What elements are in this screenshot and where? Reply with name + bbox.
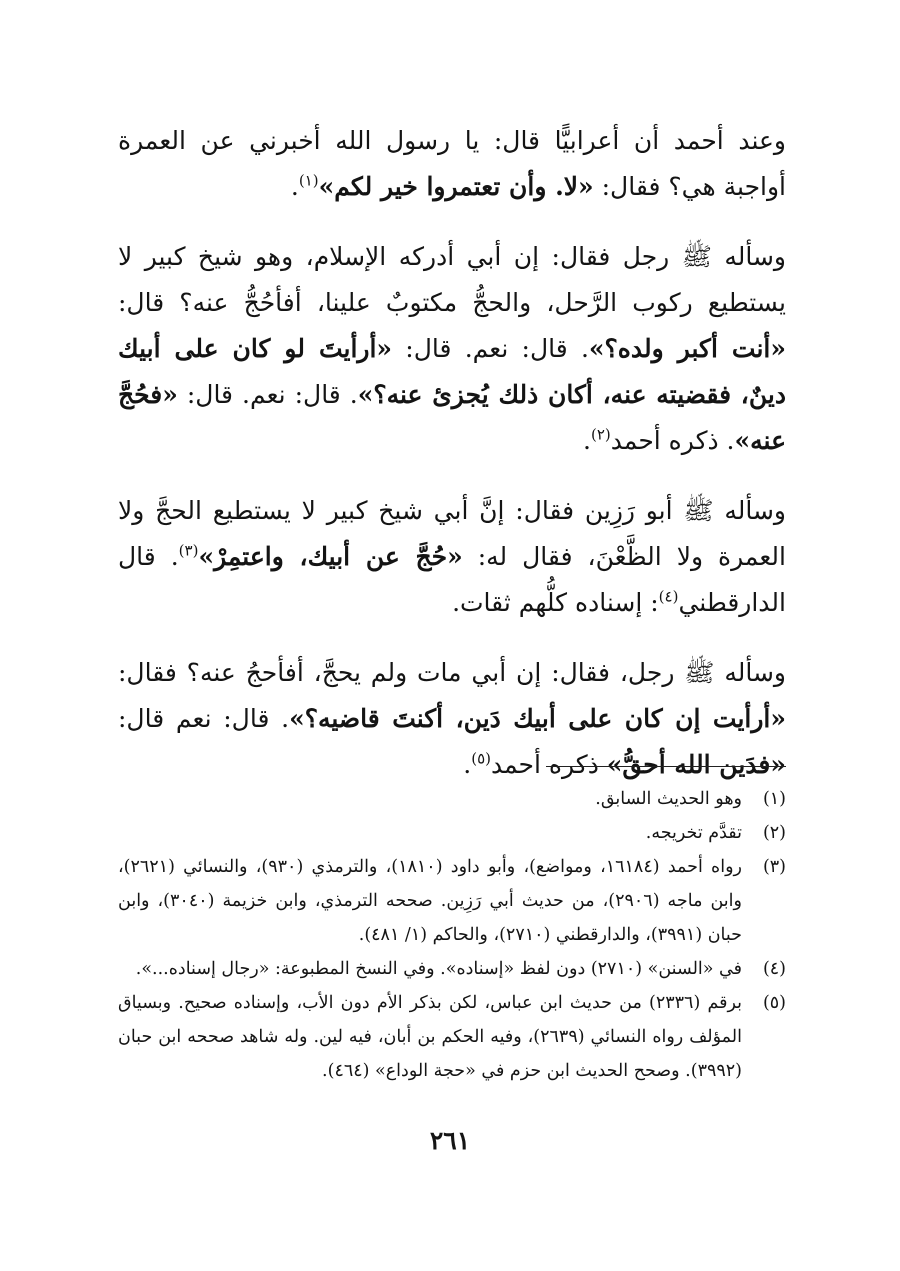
footnote-ref: (٣) bbox=[178, 541, 199, 560]
footnote-4 bbox=[118, 952, 786, 986]
footnote-divider bbox=[546, 766, 786, 767]
paragraph-umrah-question: وعند أحمد أن أعرابيًّا قال: يا رسول الله أخبرني عن العمرة أواجبة هي؟ فقال: «لا. وأن تعتمروا خير لكم»$^{(١)}$. bbox=[118, 126, 786, 201]
hadith-quote: «أرأيت إن كان على أبيك دَين، أكنتَ قاضيه؟» bbox=[289, 704, 786, 733]
paragraph-hajj-for-father: وسأله ﷺ رجل فقال: إن أبي أدركه الإسلام، وهو شيخ كبير لا يستطيع ركوب الرَّحل، والحجُّ مكتوبٌ علينا، أفأحُجُّ عنه؟ قال: «أنت أكبر ولده؟». قال: نعم. قال: «أرأيتَ لو كان على أبيك دينٌ، فقضيته عنه، أكان ذلك يُجزئ عنه؟». قال: نعم. قال: «فحُجَّ عنه». ذكره أحمد$^{(٢)}$. bbox=[118, 242, 786, 455]
footnote-text: في «السنن» (٢٧١٠) دون لفظ «إسناده». وفي النسخ المطبوعة: «رجال إسناده...». bbox=[135, 959, 742, 979]
page-number: ٢٦١ bbox=[429, 1126, 471, 1155]
footnote-1 bbox=[118, 782, 786, 816]
footnote-text: وهو الحديث السابق. bbox=[595, 789, 742, 809]
footnote-number: (٢) bbox=[762, 823, 786, 843]
footnote-ref: (٤) bbox=[658, 587, 679, 606]
hadith-quote: «فدَين الله أحقُّ» bbox=[606, 750, 786, 779]
footnote-number: (١) bbox=[762, 789, 786, 809]
paragraph-debt-of-allah: وسأله ﷺ رجل، فقال: إن أبي مات ولم يحجَّ، أفأحجُ عنه؟ فقال: «أرأيت إن كان على أبيك دَين، أكنتَ قاضيه؟». قال: نعم قال: «فدَين الله أحقُّ» ذكره أحمد$^{(٥)}$. bbox=[118, 658, 786, 779]
footnote-number: (٣) bbox=[762, 857, 786, 877]
hadith-quote: «أرأيتَ لو كان على أبيك دينٌ، فقضيته عنه، أكان ذلك يُجزئ عنه؟» bbox=[118, 334, 786, 409]
footnote-ref: (٢) bbox=[590, 425, 611, 444]
paragraph-abu-razin: وسأله ﷺ أبو رَزِين فقال: إنَّ أبي شيخ كبير لا يستطيع الحجَّ ولا العمرة ولا الظَّعْنَ، فقال له: «حُجَّ عن أبيك، واعتمِرْ»$^{(٣)}$. قال الدارقطني$^{(٤)}$: إسناده كلُّهم ثقات. bbox=[118, 496, 786, 617]
footnote-ref: (١) bbox=[298, 171, 319, 190]
footnote-3 bbox=[118, 850, 786, 952]
hadith-quote: «حُجَّ عن أبيك، واعتمِرْ» bbox=[198, 542, 463, 571]
main-text bbox=[118, 118, 786, 812]
footnote-text: برقم (٢٣٣٦) من حديث ابن عباس، لكن بذكر الأم دون الأب، وإسناده صحيح. وبسياق المؤلف رواه النسائي (٢٦٣٩)، وفيه الحكم بن أبان، فيه لين. وله شاهد صححه ابن حبان (٣٩٩٢). وصحح الحديث ابن حزم في «حجة الوداع» (٤٦٤). bbox=[118, 993, 742, 1081]
hadith-quote: «أنت أكبر ولده؟» bbox=[588, 334, 786, 363]
footnote-number: (٤) bbox=[762, 959, 786, 979]
footnote-ref: (٥) bbox=[471, 749, 491, 768]
footnote-number: (٥) bbox=[762, 993, 786, 1013]
hadith-quote: «فحُجَّ عنه» bbox=[118, 380, 786, 455]
footnote-2 bbox=[118, 816, 786, 850]
footnotes bbox=[118, 782, 786, 1088]
footnote-text: تقدَّم تخريجه. bbox=[645, 823, 742, 843]
footnote-text: رواه أحمد (١٦١٨٤، ومواضع)، وأبو داود (١٨١٠)، والترمذي (٩٣٠)، والنسائي (٢٦٢١)، وابن ماجه (٢٩٠٦)، من حديث أبي رَزِين. صححه الترمذي، وابن خزيمة (٣٠٤٠)، وابن حبان (٣٩٩١)، والدارقطني (٢٧١٠)، والحاكم (١/ ٤٨١). bbox=[118, 857, 742, 945]
footnote-5 bbox=[118, 986, 786, 1088]
hadith-quote: «لا. وأن تعتمروا خير لكم» bbox=[318, 172, 594, 201]
